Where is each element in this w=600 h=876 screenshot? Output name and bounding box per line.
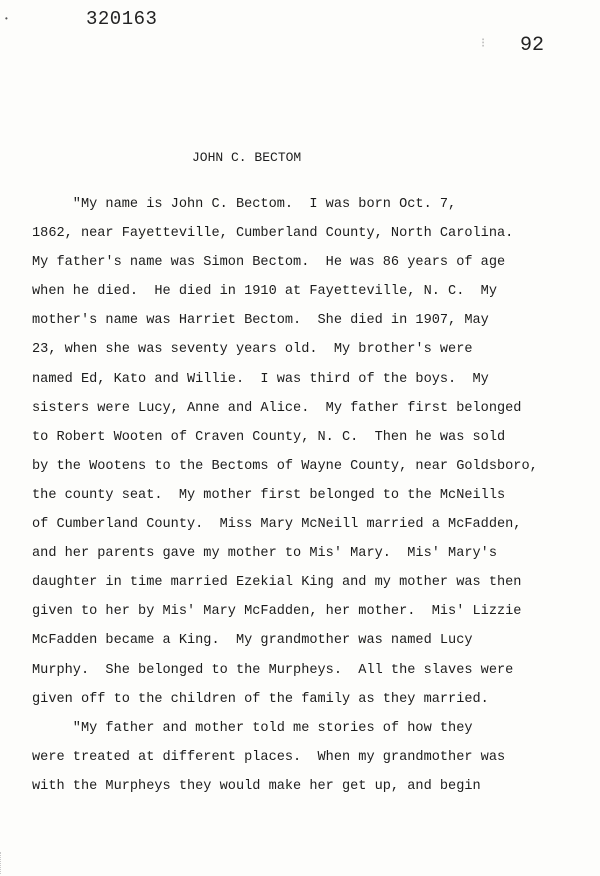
text-line: 1862, near Fayetteville, Cumberland County, North Carolina. <box>32 226 514 242</box>
text-line: the county seat. My mother first belonged to the McNeills <box>32 487 506 503</box>
text-line: 23, when she was seventy years old. My brother's were <box>32 342 473 358</box>
faint-page-mark: ⁝ <box>481 36 486 51</box>
scan-edge-marks <box>0 852 11 874</box>
text-line: by the Wootens to the Bectoms of Wayne County, near Goldsboro, <box>32 458 538 474</box>
text-line: "My name is John C. Bectom. I was born Oct. 7, <box>32 197 457 212</box>
document-title: JOHN C. BECTOM <box>192 150 302 165</box>
text-line: to Robert Wooten of Craven County, N. C. Then he was sold <box>32 429 506 445</box>
text-line: mother's name was Harriet Bectom. She died in 1907, May <box>32 313 489 329</box>
body-text <box>32 197 538 808</box>
document-id: 320163 <box>86 8 158 30</box>
page-number: 92 <box>520 34 545 57</box>
text-line: given to her by Mis' Mary McFadden, her mother. Mis' Lizzie <box>32 604 522 620</box>
text-line: Murphy. She belonged to the Murpheys. All the slaves were <box>32 662 514 678</box>
text-line: My father's name was Simon Bectom. He was 86 years of age <box>32 255 506 271</box>
text-line: of Cumberland County. Miss Mary McNeill married a McFadden, <box>32 517 522 533</box>
text-line: sisters were Lucy, Anne and Alice. My father first belonged <box>32 400 522 416</box>
text-line: McFadden became a King. My grandmother was named Lucy <box>32 633 473 649</box>
text-line: daughter in time married Ezekial King and my mother was then <box>32 575 522 591</box>
text-line: "My father and mother told me stories of how they <box>32 720 473 736</box>
text-line: were treated at different places. When my grandmother was <box>32 749 506 765</box>
text-line: given off to the children of the family as they married. <box>32 691 489 707</box>
margin-mark: • <box>4 15 9 24</box>
text-line: when he died. He died in 1910 at Fayetteville, N. C. My <box>32 284 497 300</box>
text-line: with the Murpheys they would make her get up, and begin <box>32 778 481 794</box>
text-line: and her parents gave my mother to Mis' Mary. Mis' Mary's <box>32 546 497 562</box>
text-line: named Ed, Kato and Willie. I was third of the boys. My <box>32 371 489 387</box>
